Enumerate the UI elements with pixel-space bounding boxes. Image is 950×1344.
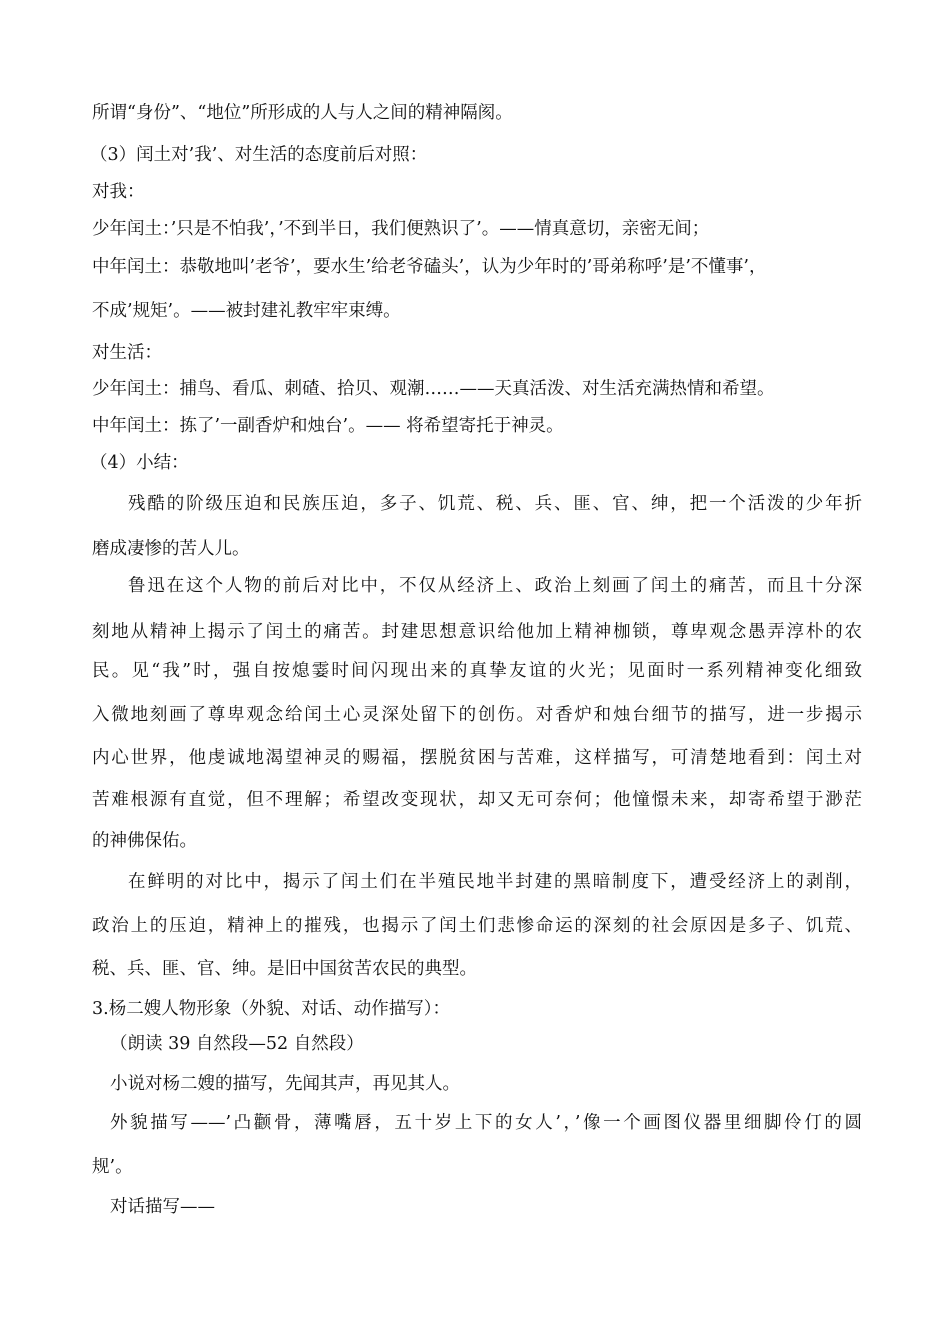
- section-heading: 3.杨二嫂人物形象（外貌、对话、动作描写）：: [92, 999, 450, 1019]
- paragraph-line: 所谓“身份”、“地位”所形成的人与人之间的精神隔阂。: [92, 103, 513, 123]
- paragraph-line: 入微地刻画了尊卑观念给闰土心灵深处留下的创伤。对香炉和烛台细节的描写，进一步揭示: [92, 705, 862, 725]
- subheading: 对我：: [92, 182, 145, 202]
- paragraph-line: 小说对杨二嫂的描写，先闻其声，再见其人。: [110, 1074, 460, 1094]
- paragraph-line: 税、兵、匪、官、绅。是旧中国贫苦农民的典型。: [92, 959, 477, 979]
- subheading: 对生活：: [92, 343, 162, 363]
- paragraph-line: 刻地从精神上揭示了闰土的痛苦。封建思想意识给他加上精神枷锁，尊卑观念愚弄淳朴的农: [92, 622, 862, 642]
- paragraph-line: （朗读 39 自然段—52 自然段）: [110, 1034, 364, 1054]
- paragraph-line: 鲁迅在这个人物的前后对比中，不仅从经济上、政治上刻画了闰土的痛苦，而且十分深: [128, 576, 862, 596]
- paragraph-line: 对话描写——: [110, 1197, 215, 1217]
- paragraph-line: 少年闰土：’只是不怕我’，’不到半日，我们便熟识了’。——情真意切，亲密无间；: [92, 219, 710, 239]
- paragraph-line: 规’。: [92, 1157, 133, 1177]
- paragraph-line: 苦难根源有直觉，但不理解；希望改变现状，却又无可奈何；他憧憬未来，却寄希望于渺茫: [92, 790, 862, 810]
- paragraph-line: 少年闰土：捕鸟、看瓜、刺碴、拾贝、观潮……——天真活泼、对生活充满热情和希望。: [92, 379, 775, 399]
- paragraph-line: 外貌描写——’凸颧骨，薄嘴唇，五十岁上下的女人’，’像一个画图仪器里细脚伶仃的圆: [110, 1113, 862, 1133]
- paragraph-line: 中年闰土：拣了’一副香炉和烛台’。—— 将希望寄托于神灵。: [92, 416, 564, 436]
- paragraph-line: 在鲜明的对比中，揭示了闰土们在半殖民地半封建的黑暗制度下，遭受经济上的剥削，: [128, 872, 862, 892]
- section-heading: （4）小结：: [90, 453, 189, 473]
- section-heading: （3）闰土对’我’、对生活的态度前后对照：: [90, 145, 428, 165]
- paragraph-line: 残酷的阶级压迫和民族压迫，多子、饥荒、税、兵、匪、官、绅，把一个活泼的少年折: [128, 494, 862, 514]
- paragraph-line: 内心世界，他虔诚地渴望神灵的赐福，摆脱贫困与苦难，这样描写，可清楚地看到：闰土对: [92, 748, 862, 768]
- paragraph-line: 不成’规矩’。——被封建礼教牢牢束缚。: [92, 301, 401, 321]
- paragraph-line: 民。见“我”时，强自按熄霎时间闪现出来的真挚友谊的火光；见面时一系列精神变化细致: [92, 661, 862, 681]
- paragraph-line: 中年闰土：恭敬地叫’老爷’，要水生’给老爷磕头’，认为少年时的’哥弟称呼’是’不懂事’，: [92, 257, 767, 277]
- paragraph-line: 政治上的压迫，精神上的摧残，也揭示了闰土们悲惨命运的深刻的社会原因是多子、饥荒、: [92, 916, 862, 936]
- paragraph-line: 的神佛保佑。: [92, 831, 197, 851]
- paragraph-line: 磨成凄惨的苦人儿。: [92, 539, 250, 559]
